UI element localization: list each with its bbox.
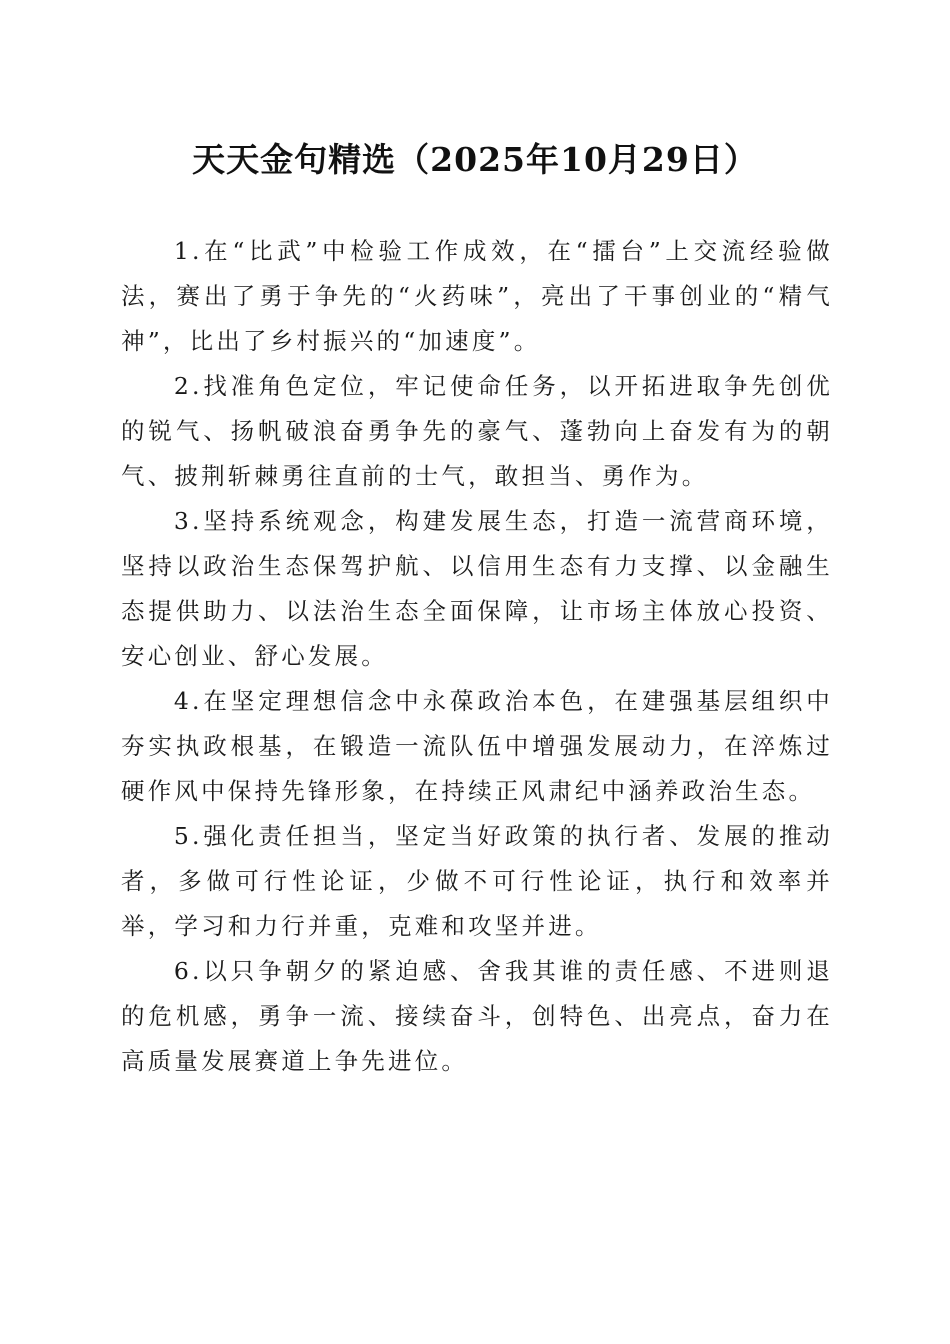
paragraph-4: 4.在坚定理想信念中永葆政治本色，在建强基层组织中夯实执政根基，在锻造一流队伍中增强发展动力，在淬炼过硬作风中保持先锋形象，在持续正风肃纪中涵养政治生态。 [121, 687, 833, 805]
paragraph-5: 5.强化责任担当，坚定当好政策的执行者、发展的推动者，多做可行性论证，少做不可行性论证，执行和效率并举，学习和力行并重，克难和攻坚并进。 [121, 822, 833, 940]
paragraph-3: 3.坚持系统观念，构建发展生态，打造一流营商环境，坚持以政治生态保驾护航、以信用生态有力支撑、以金融生态提供助力、以法治生态全面保障，让市场主体放心投资、安心创业、舒心发展。 [121, 507, 833, 670]
document-body [121, 229, 833, 1084]
paragraph-1: 1.在“比武”中检验工作成效，在“擂台”上交流经验做法，赛出了勇于争先的“火药味”，亮出了干事创业的“精气神”，比出了乡村振兴的“加速度”。 [121, 237, 833, 355]
paragraph-2: 2.找准角色定位，牢记使命任务，以开拓进取争先创优的锐气、扬帆破浪奋勇争先的豪气、蓬勃向上奋发有为的朝气、披荆斩棘勇往直前的士气，敢担当、勇作为。 [121, 372, 833, 490]
paragraph-6: 6.以只争朝夕的紧迫感、舍我其谁的责任感、不进则退的危机感，勇争一流、接续奋斗，创特色、出亮点，奋力在高质量发展赛道上争先进位。 [121, 957, 833, 1075]
page-title: 天天金句精选（2025年10月29日） [192, 140, 758, 179]
